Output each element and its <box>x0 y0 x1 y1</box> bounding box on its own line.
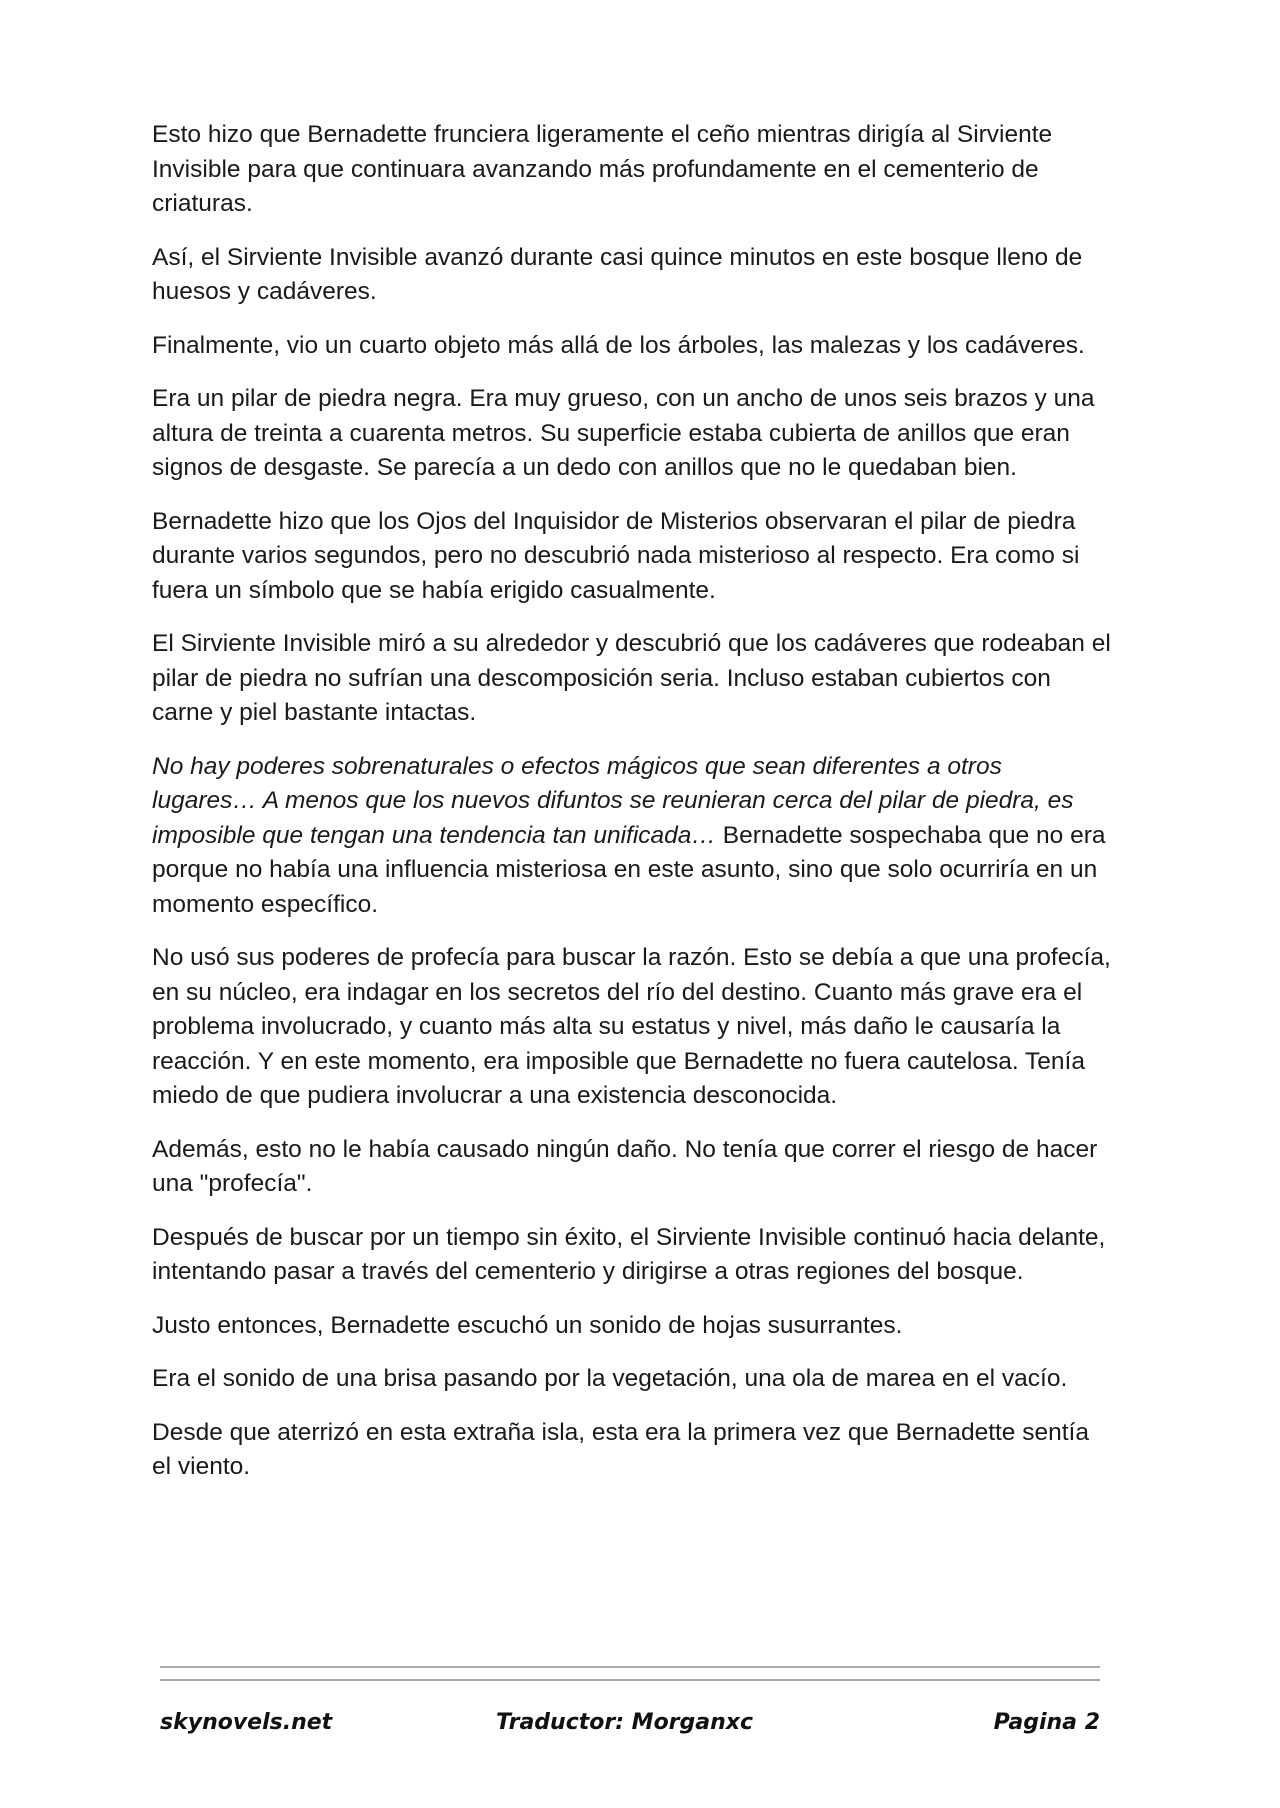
footer-page-number: Pagina 2 <box>993 1710 1100 1735</box>
paragraph-text: Desde que aterrizó en esta extraña isla, esta era la primera vez que Bernadette sentía el viento. <box>152 1418 1089 1480</box>
page-footer <box>160 1710 1100 1746</box>
paragraph-text: Así, el Sirviente Invisible avanzó durante casi quince minutos en este bosque lleno de huesos y cadáveres. <box>152 243 1083 305</box>
paragraph <box>152 1133 1112 1202</box>
paragraph <box>152 241 1112 310</box>
footer-divider-top <box>160 1666 1100 1668</box>
paragraph-text: No usó sus poderes de profecía para buscar la razón. Esto se debía a que una profecía, en su núcleo, era indagar en los secretos del río del destino. Cuanto más grave era el problema involucrado, y cuanto más alta su estatus y nivel, más daño le causaría la reacción. Y en este momento, era imposible que Bernadette no fuera cautelosa. Tenía miedo de que pudiera involucrar a una existencia desconocida. <box>152 944 1111 1109</box>
paragraph-text: Justo entonces, Bernadette escuchó un sonido de hojas susurrantes. <box>152 1311 903 1339</box>
paragraph <box>152 941 1112 1114</box>
paragraph <box>152 1362 1112 1397</box>
paragraph-text: Era un pilar de piedra negra. Era muy grueso, con un ancho de unos seis brazos y una altura de treinta a cuarenta metros. Su superficie estaba cubierta de anillos que eran signos de desgaste. Se parecía a un dedo con anillos que no le quedaban bien. <box>152 385 1095 481</box>
paragraph-text: Era el sonido de una brisa pasando por la vegetación, una ola de marea en el vacío. <box>152 1365 1068 1392</box>
italic-text: No hay poderes sobrenaturales o efectos mágicos que sean diferentes a otros lugares… A menos que los nuevos difuntos se reunieran cerca del pilar de piedra, es imposible que tengan una tendencia tan unificada… <box>152 752 1074 849</box>
paragraph <box>152 382 1112 486</box>
footer-site: skynovels.net <box>160 1710 333 1735</box>
paragraph <box>152 627 1112 731</box>
paragraph <box>152 329 1112 364</box>
paragraph <box>152 118 1112 222</box>
paragraph-text: Bernadette sospechaba que no era porque no había una influencia misteriosa en este asunto, sino que solo ocurriría en un momento específico. <box>152 821 1106 918</box>
paragraph-text: Finalmente, vio un cuarto objeto más allá de los árboles, las malezas y los cadáveres. <box>152 331 1085 359</box>
paragraph-text: El Sirviente Invisible miró a su alrededor y descubrió que los cadáveres que rodeaban el pilar de piedra no sufrían una descomposición seria. Incluso estaban cubiertos con carne y piel bastante intactas. <box>152 630 1111 726</box>
paragraph <box>152 1309 1112 1344</box>
paragraph-text: Esto hizo que Bernadette frunciera ligeramente el ceño mientras dirigía al Sirviente Invisible para que continuara avanzando más profundamente en el cementerio de criaturas. <box>152 121 1053 217</box>
paragraph-text: Además, esto no le había causado ningún daño. No tenía que correr el riesgo de hacer una "profecía". <box>152 1135 1098 1197</box>
footer-divider-bottom <box>160 1679 1100 1681</box>
paragraph <box>152 750 1112 923</box>
paragraph <box>152 505 1112 609</box>
paragraph-text: Bernadette hizo que los Ojos del Inquisidor de Misterios observaran el pilar de piedra durante varios segundos, pero no descubrió nada misterioso al respecto. Era como si fuera un símbolo que se había erigido casualmente. <box>152 507 1080 604</box>
paragraph <box>152 1221 1112 1290</box>
footer-translator: Traductor: Morganxc <box>496 1710 754 1735</box>
paragraph-text: Después de buscar por un tiempo sin éxito, el Sirviente Invisible continuó hacia delante, intentando pasar a través del cementerio y dirigirse a otras regiones del bosque. <box>152 1223 1106 1285</box>
paragraph <box>152 1416 1112 1485</box>
document-body <box>152 118 1112 1504</box>
